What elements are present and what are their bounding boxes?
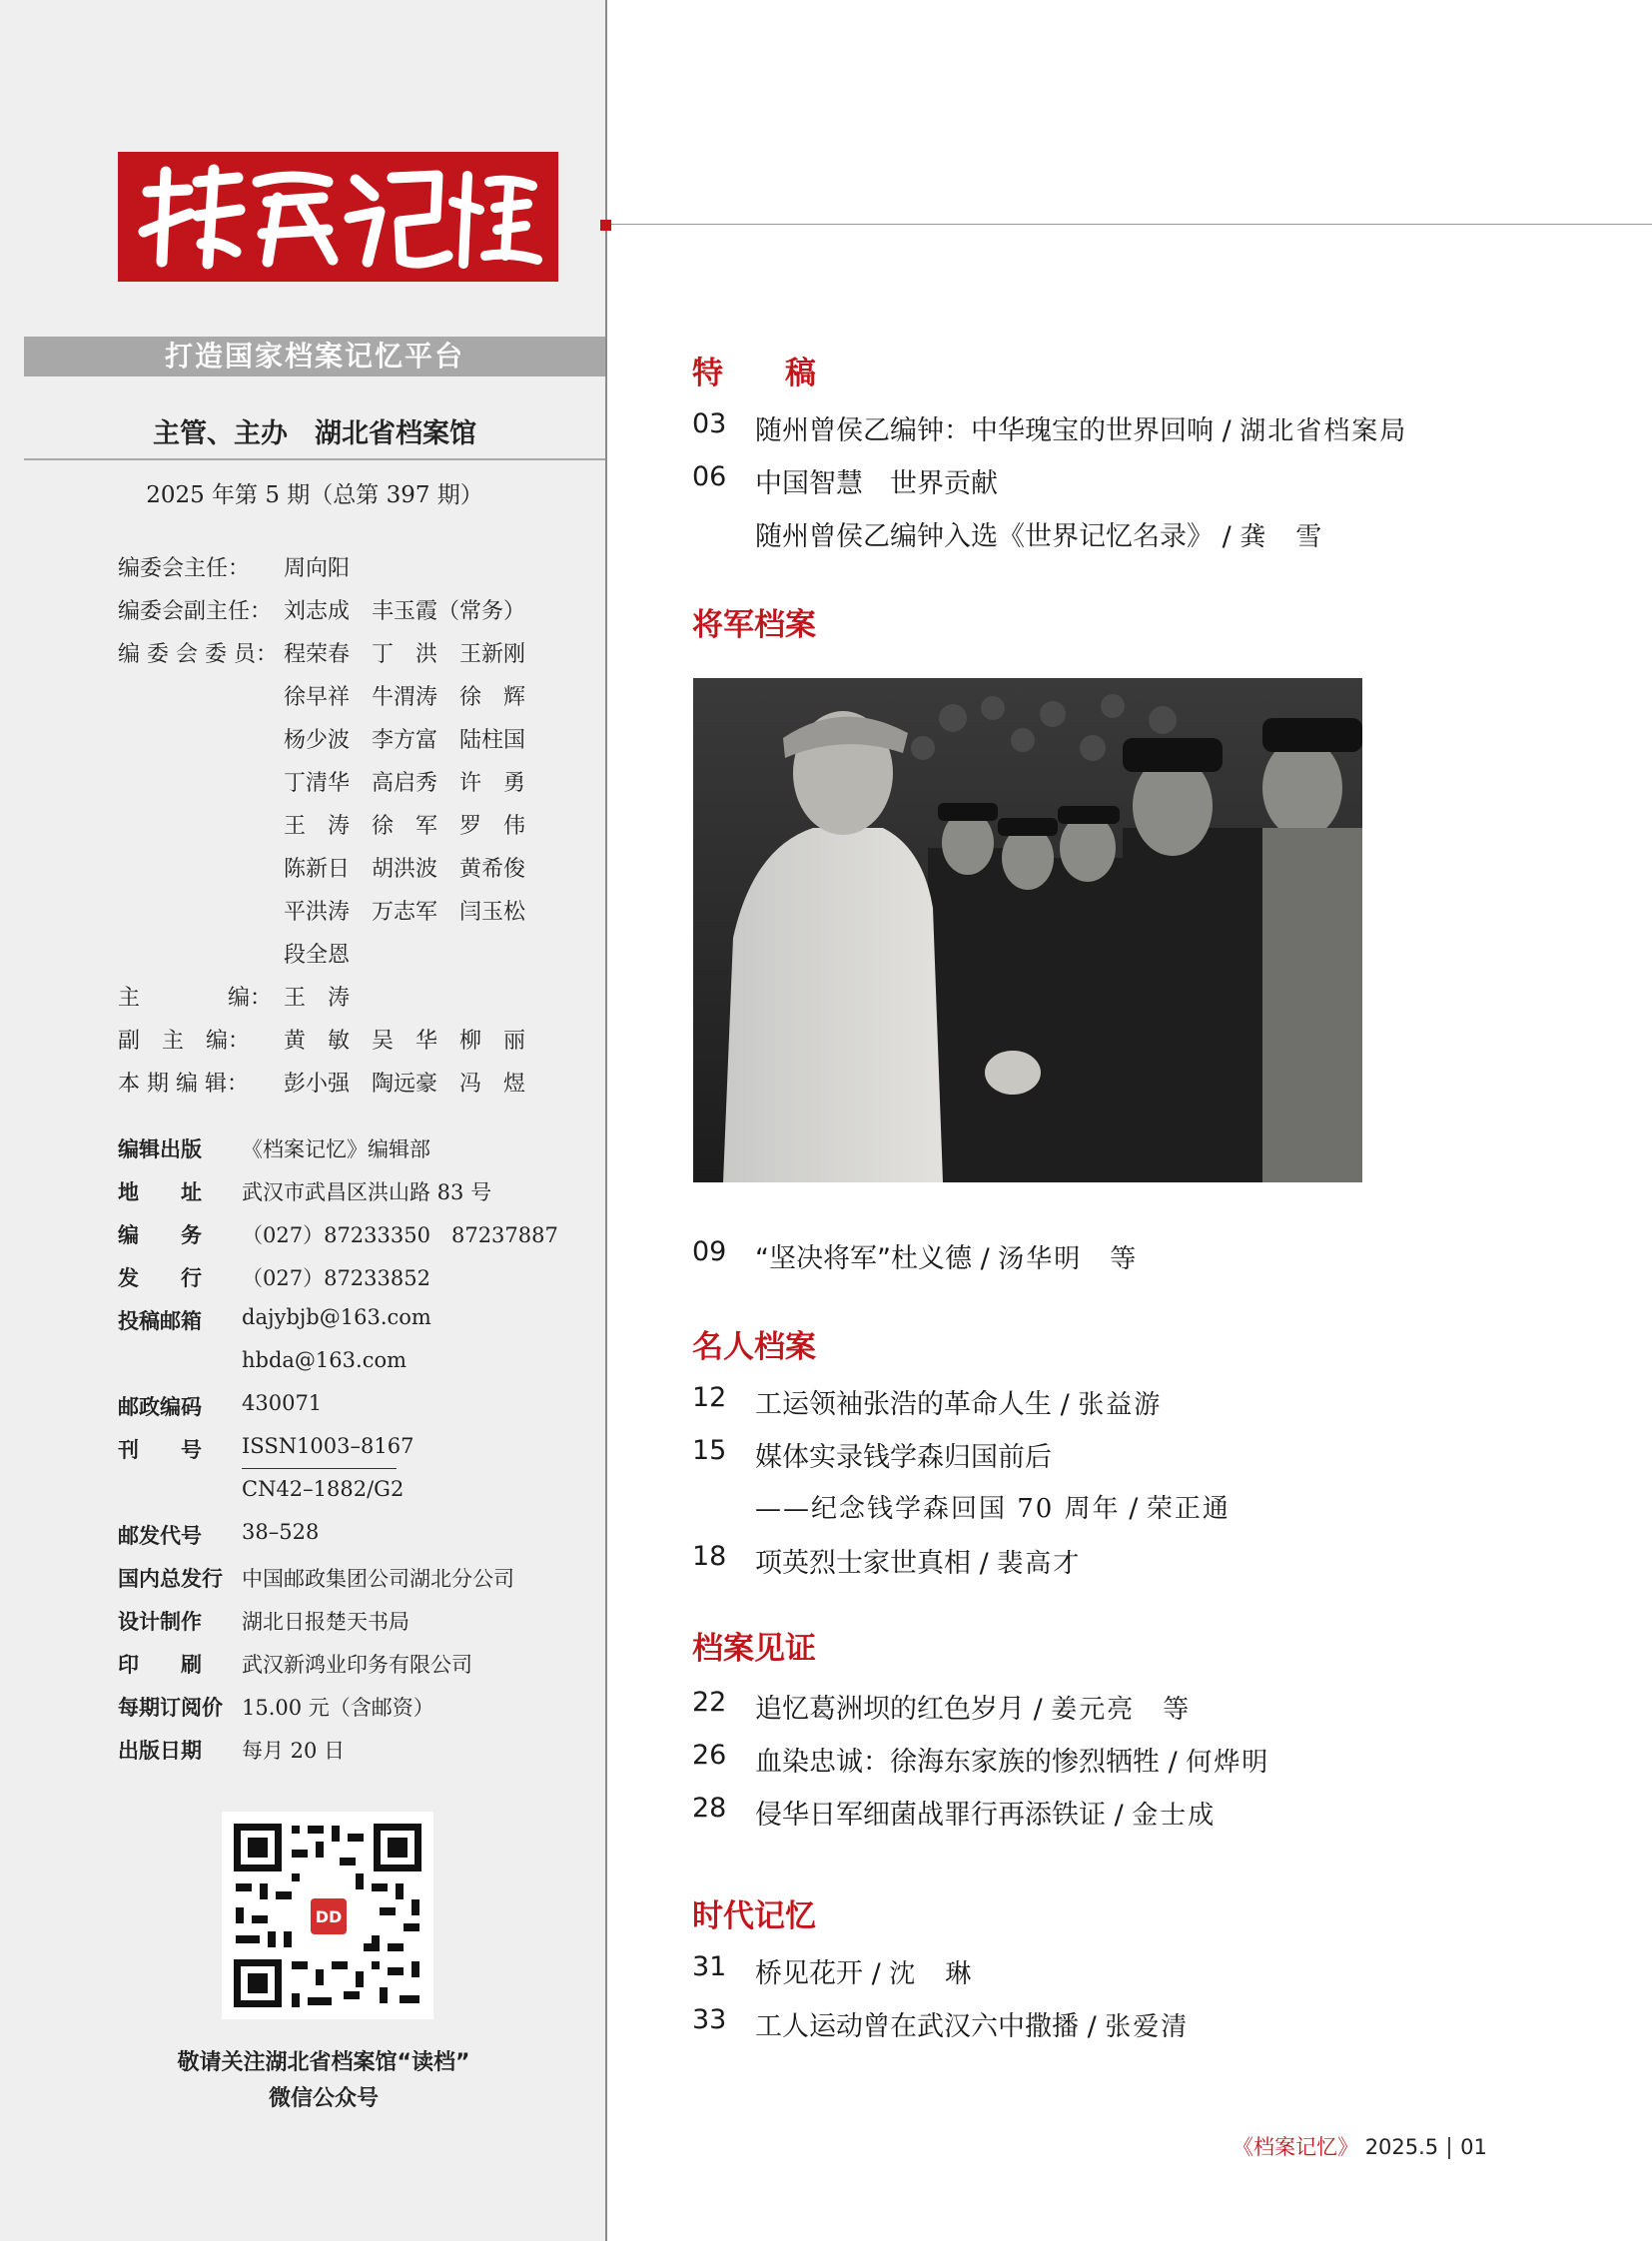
section-heading: 特 稿 <box>692 356 816 391</box>
toc-entry[interactable]: 桥见花开 / 沈 琳 <box>755 1958 974 1989</box>
section-heading: 将军档案 <box>692 607 816 643</box>
toc-title: 侵华日军细菌战罪行再添铁证 <box>755 1800 1106 1831</box>
magazine-logo <box>118 152 558 282</box>
sidebar-rule <box>24 458 605 460</box>
info-value: （027）87233350 87237887 <box>242 1223 558 1247</box>
info-value: 430071 <box>242 1391 323 1415</box>
sponsor-line: 主管、主办 湖北省档案馆 <box>153 418 476 449</box>
masthead-label: 主 编： <box>118 986 273 1011</box>
toc-title: 媒体实录钱学森归国前后 <box>755 1442 1052 1473</box>
toc-entry[interactable]: 随州曾侯乙编钟：中华瑰宝的世界回响 / 湖北省档案局 <box>755 415 1408 446</box>
masthead-label: 副 主 编： <box>118 1029 251 1054</box>
masthead-names: 平洪涛 万志军 闫玉松 <box>284 900 526 925</box>
info-value: 《档案记忆》编辑部 <box>242 1137 430 1161</box>
red-marker <box>600 220 611 231</box>
email-link[interactable]: dajybjb@163.com <box>242 1305 431 1329</box>
toc-author: 沈 琳 <box>889 1959 974 1989</box>
info-value: 武汉新鸿业印务有限公司 <box>242 1653 472 1677</box>
info-label: 每期订阅价 <box>118 1696 223 1720</box>
page-footer <box>1233 2131 1487 2161</box>
toc-entry[interactable]: 随州曾侯乙编钟入选《世界记忆名录》 / 龚 雪 <box>755 521 1324 552</box>
toc-entry[interactable]: 侵华日军细菌战罪行再添铁证 / 金士成 <box>755 1800 1217 1831</box>
qr-caption: 微信公众号 <box>268 2086 379 2111</box>
masthead-names: 周向阳 <box>284 556 351 581</box>
info-label: 发 行 <box>118 1266 202 1290</box>
masthead-label: 编委会主任： <box>118 556 251 581</box>
info-label: 印 刷 <box>118 1653 202 1677</box>
toc-page-number: 28 <box>692 1793 727 1824</box>
masthead-names: 黄 敏 吴 华 柳 丽 <box>284 1029 526 1054</box>
toc-author: 荣正通 <box>1146 1494 1231 1524</box>
info-value: ISSN1003–8167 <box>242 1434 414 1458</box>
toc-title: 中国智慧 世界贡献 <box>755 468 998 499</box>
toc-author: 张爱清 <box>1105 2012 1190 2042</box>
masthead-label: 编 委 会 委 员： <box>118 642 278 667</box>
section-heading: 名人档案 <box>692 1329 816 1365</box>
footer-date: 2025.5 <box>1364 2135 1439 2159</box>
masthead-names: 杨少波 李方富 陆柱国 <box>284 728 526 753</box>
qr-center-logo: DD <box>315 1907 343 1926</box>
vertical-divider <box>605 0 607 2241</box>
toc-entry[interactable] <box>755 1435 1052 1474</box>
masthead-names: 徐早祥 牛渭涛 徐 辉 <box>284 685 526 710</box>
info-value: 中国邮政集团公司湖北分公司 <box>242 1567 514 1591</box>
toc-author: 湖北省档案局 <box>1239 416 1408 446</box>
info-label: 投稿邮箱 <box>118 1309 202 1333</box>
toc-page-number: 33 <box>692 2004 727 2035</box>
toc-entry[interactable]: 工运领袖张浩的革命人生 / 张益游 <box>755 1389 1163 1420</box>
toc-title: 追忆葛洲坝的红色岁月 <box>755 1694 1025 1725</box>
info-label: 邮发代号 <box>118 1524 202 1548</box>
toc-author: 汤华明 等 <box>998 1244 1139 1274</box>
info-value: 15.00 元（含邮资） <box>242 1696 434 1720</box>
toc-author: 何烨明 <box>1186 1748 1270 1778</box>
masthead-names: 王 涛 <box>284 986 351 1011</box>
photo-image-icon <box>693 678 1362 1182</box>
slogan-bar: 打造国家档案记忆平台 <box>24 337 605 376</box>
toc-title: 桥见花开 <box>755 1958 863 1989</box>
toc-page-number: 03 <box>692 408 727 439</box>
toc-entry[interactable]: 追忆葛洲坝的红色岁月 / 姜元亮 等 <box>755 1694 1192 1725</box>
toc-author: 龚 雪 <box>1239 522 1324 552</box>
info-label: 设计制作 <box>118 1610 202 1634</box>
footer-magazine: 《档案记忆》 <box>1233 2135 1358 2159</box>
toc-page-number: 15 <box>692 1435 727 1466</box>
masthead-names: 刘志成 丰玉霞（常务） <box>284 599 526 624</box>
toc-title: 血染忠诚：徐海东家族的惨烈牺牲 <box>755 1747 1160 1778</box>
toc-subtitle: ——纪念钱学森回国 70 周年 <box>755 1494 1121 1524</box>
toc-title: 工人运动曾在武汉六中撒播 <box>755 2011 1079 2042</box>
footer-separator <box>1448 2137 1450 2159</box>
masthead-label: 编委会副主任： <box>118 599 273 624</box>
toc-author: 姜元亮 等 <box>1051 1695 1192 1725</box>
toc-page-number: 09 <box>692 1236 727 1267</box>
toc-page-number: 26 <box>692 1740 727 1771</box>
info-label: 邮政编码 <box>118 1395 202 1419</box>
top-rule <box>606 224 1652 225</box>
toc-entry[interactable]: ——纪念钱学森回国 70 周年 / 荣正通 <box>755 1493 1231 1524</box>
info-value: 38–528 <box>242 1520 320 1544</box>
toc-page-number: 18 <box>692 1541 727 1572</box>
toc-page-number: 22 <box>692 1687 727 1718</box>
section-heading: 档案见证 <box>692 1631 816 1667</box>
masthead-names: 彭小强 陶远豪 冯 煜 <box>284 1072 526 1097</box>
qr-caption: 敬请关注湖北省档案馆“读档” <box>177 2050 470 2075</box>
section-heading: 时代记忆 <box>692 1898 816 1934</box>
qr-code[interactable] <box>222 1812 433 2019</box>
toc-title: “坚决将军”杜义德 <box>755 1243 972 1274</box>
info-label: 编 务 <box>118 1223 202 1247</box>
info-label: 编辑出版 <box>118 1137 202 1161</box>
info-value: CN42–1882/G2 <box>242 1477 405 1501</box>
toc-title: 随州曾侯乙编钟：中华瑰宝的世界回响 <box>755 415 1214 446</box>
info-value: （027）87233852 <box>242 1266 430 1290</box>
email-link[interactable]: hbda@163.com <box>242 1348 408 1372</box>
info-label: 国内总发行 <box>118 1567 223 1591</box>
issue-number: 2025 年第 5 期（总第 397 期） <box>146 482 483 508</box>
info-label: 地 址 <box>118 1180 202 1204</box>
toc-author: 裴高才 <box>997 1549 1082 1579</box>
masthead-names: 陈新日 胡洪波 黄希俊 <box>284 857 526 882</box>
toc-entry[interactable] <box>755 461 998 500</box>
footer-page-number: 01 <box>1460 2135 1487 2159</box>
info-value: 武汉市武昌区洪山路 83 号 <box>242 1180 492 1204</box>
toc-entry[interactable]: 项英烈士家世真相 / 裴高才 <box>755 1548 1082 1579</box>
info-value: 湖北日报楚天书局 <box>242 1610 410 1634</box>
masthead-names: 丁清华 高启秀 许 勇 <box>284 771 526 796</box>
toc-title: 随州曾侯乙编钟入选《世界记忆名录》 <box>755 521 1214 552</box>
toc-title: 工运领袖张浩的革命人生 <box>755 1389 1052 1420</box>
toc-entry[interactable]: 工人运动曾在武汉六中撒播 / 张爱清 <box>755 2011 1190 2042</box>
toc-title: 项英烈士家世真相 <box>755 1548 971 1579</box>
toc-entry[interactable]: 血染忠诚：徐海东家族的惨烈牺牲 / 何烨明 <box>755 1747 1270 1778</box>
issn-underline <box>242 1468 397 1469</box>
masthead-names: 王 涛 徐 军 罗 伟 <box>284 814 526 839</box>
toc-page-number: 06 <box>692 461 727 492</box>
info-value: 每月 20 日 <box>242 1739 346 1763</box>
masthead-names: 段全恩 <box>284 943 351 968</box>
toc-page-number: 12 <box>692 1382 727 1413</box>
toc-page-number: 31 <box>692 1951 727 1982</box>
masthead-label: 本 期 编 辑： <box>118 1072 249 1097</box>
info-label: 刊 号 <box>118 1438 202 1462</box>
toc-author: 张益游 <box>1078 1390 1163 1420</box>
historical-photo <box>693 678 1362 1182</box>
toc-author: 金士成 <box>1132 1801 1217 1831</box>
toc-entry[interactable]: “坚决将军”杜义德 / 汤华明 等 <box>755 1243 1139 1274</box>
info-label: 出版日期 <box>118 1739 202 1763</box>
qr-code-icon <box>222 1812 433 2019</box>
masthead-names: 程荣春 丁 洪 王新刚 <box>284 642 526 667</box>
